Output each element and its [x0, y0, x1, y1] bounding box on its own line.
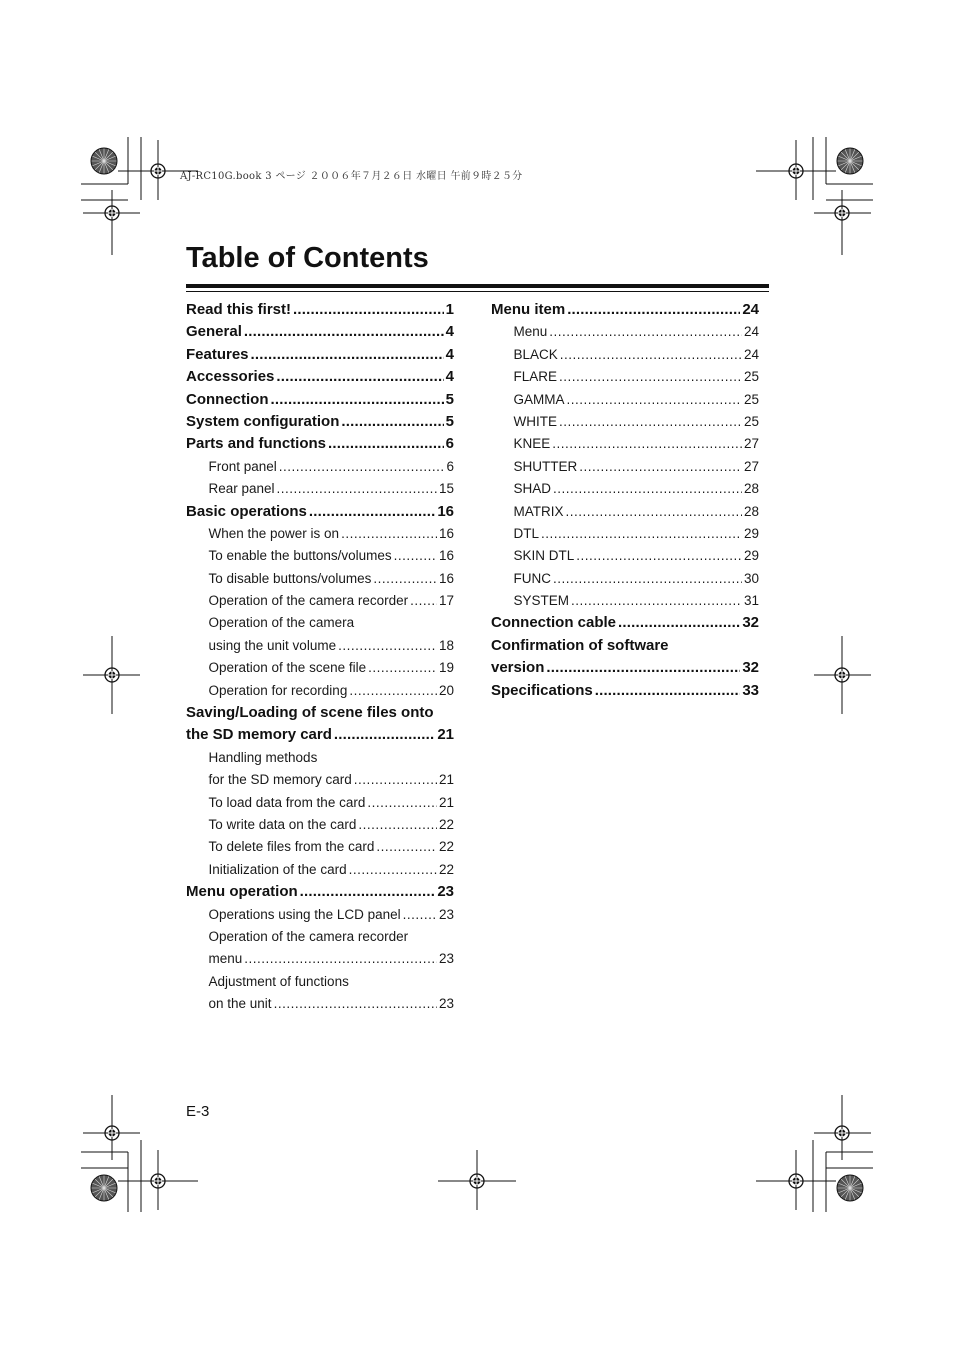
- toc-entry-title: To delete files from the card: [208, 839, 375, 855]
- toc-page-number: 25: [743, 369, 759, 385]
- toc-page-number: 24: [743, 324, 759, 340]
- toc-entry-title: FLARE: [513, 369, 558, 385]
- toc-entry-title: Handling methods: [208, 749, 318, 765]
- toc-page-number: 6: [446, 458, 454, 474]
- toc-entry-title: for the SD memory card: [208, 772, 352, 788]
- toc-entry-title: Menu: [513, 324, 548, 340]
- toc-page-number: 29: [743, 525, 759, 541]
- toc-entry-title: When the power is on: [208, 525, 340, 541]
- toc-page-number: 21: [437, 726, 454, 744]
- toc-page-number: 16: [438, 548, 454, 564]
- toc-page-number: 33: [742, 681, 759, 699]
- toc-entry-title: DTL: [513, 525, 540, 541]
- toc-page-number: 23: [437, 883, 454, 901]
- toc-entry-title: Confirmation of software: [491, 636, 669, 654]
- toc-page-number: 17: [438, 593, 454, 609]
- toc-entry-title: menu: [208, 951, 243, 967]
- toc-entry-title: To disable buttons/volumes: [208, 570, 372, 586]
- toc-page-number: 22: [438, 816, 454, 832]
- toc-entry-title: SYSTEM: [513, 593, 570, 609]
- page-number: E-3: [186, 1103, 210, 1120]
- toc-page-number: 6: [445, 435, 454, 453]
- toc-page-number: 25: [743, 413, 759, 429]
- toc-entry-title: FUNC: [513, 570, 551, 586]
- toc-entry-title: Adjustment of functions: [208, 973, 349, 989]
- toc-entry-title: Features: [186, 345, 249, 363]
- toc-entry-title: Operation of the scene file: [208, 660, 367, 676]
- toc-entry-title: Connection cable: [491, 614, 617, 632]
- toc-entry-title: System configuration: [186, 412, 340, 430]
- toc-page-number: 22: [438, 861, 454, 877]
- toc-entry-title: Saving/Loading of scene files onto: [186, 704, 434, 722]
- toc-entry-title: To write data on the card: [208, 816, 357, 832]
- toc-page-number: 29: [743, 548, 759, 564]
- toc-page-number: 32: [742, 614, 759, 632]
- toc-entry-title: SHAD: [513, 481, 552, 497]
- toc-entry-title: SHUTTER: [513, 458, 578, 474]
- toc-entry-title: BLACK: [513, 346, 558, 362]
- toc-entry-title: Connection: [186, 390, 269, 408]
- toc-entry-title: Operation for recording: [208, 682, 348, 698]
- toc-page-number: 27: [743, 436, 759, 452]
- toc-entry-title: General: [186, 323, 242, 341]
- toc-page-number: 31: [743, 593, 759, 609]
- toc-page-number: 4: [445, 323, 454, 341]
- toc-entry-title: on the unit: [208, 996, 272, 1012]
- toc-page-number: 28: [743, 481, 759, 497]
- toc-entry-title: To enable the buttons/volumes: [208, 548, 392, 564]
- toc-page-number: 18: [438, 637, 454, 653]
- toc-page-number: 4: [445, 345, 454, 363]
- toc-page-number: 23: [438, 996, 454, 1012]
- toc-entry-title: Initialization of the card: [208, 861, 347, 877]
- toc-page-number: 22: [438, 839, 454, 855]
- toc-entry-title: Operation of the camera recorder: [208, 928, 409, 944]
- toc-entry-title: Menu item: [491, 301, 566, 318]
- page-title: Table of Contents: [186, 242, 429, 274]
- toc-page-number: 5: [445, 390, 454, 408]
- toc-page-number: 27: [743, 458, 759, 474]
- toc-page-number: 24: [742, 301, 759, 318]
- toc-entry-title: KNEE: [513, 436, 551, 452]
- toc-page-number: 23: [438, 951, 454, 967]
- toc-entry-title: Front panel: [208, 458, 277, 474]
- toc-page-number: 21: [438, 794, 454, 810]
- toc-page-number: 28: [743, 503, 759, 519]
- toc-entry-title: using the unit volume: [208, 637, 337, 653]
- toc-entry-title: version: [491, 659, 545, 677]
- toc-page-number: 19: [438, 660, 454, 676]
- toc-entry-title: the SD memory card: [186, 726, 332, 744]
- toc-entry-title: Operation of the camera recorder: [208, 593, 409, 609]
- toc-entry-title: Parts and functions: [186, 435, 327, 453]
- toc-page-number: 1: [445, 301, 454, 318]
- toc-entry-title: Operation of the camera: [208, 615, 355, 631]
- toc-entry-title: Basic operations: [186, 502, 307, 520]
- toc-page-number: 21: [438, 772, 454, 788]
- toc-entry-title: Operations using the LCD panel: [208, 906, 401, 922]
- toc-page-number: 5: [445, 412, 454, 430]
- toc-page-number: 16: [438, 525, 454, 541]
- toc-entry-title: Rear panel: [208, 481, 275, 497]
- toc-page-number: 15: [438, 481, 454, 497]
- toc-entry-title: SKIN DTL: [513, 548, 575, 564]
- toc-entry-title: Read this first!: [186, 301, 292, 318]
- toc-entry-title: MATRIX: [513, 503, 564, 519]
- toc-page-number: 16: [437, 502, 454, 520]
- toc-entry-title: Specifications: [491, 681, 593, 699]
- toc-page-number: 4: [445, 368, 454, 386]
- toc-entry-title: Menu operation: [186, 883, 298, 901]
- toc-page-number: 25: [743, 391, 759, 407]
- toc-entry-title: GAMMA: [513, 391, 565, 407]
- print-file-info: AJ-RC10G.book 3 ページ ２００６年７月２６日 水曜日 午前９時２５分: [180, 171, 523, 182]
- toc-page-number: 32: [742, 659, 759, 677]
- toc-entry-title: To load data from the card: [208, 794, 366, 810]
- toc-page-number: 20: [438, 682, 454, 698]
- toc-page-number: 23: [438, 906, 454, 922]
- toc-page-number: 24: [743, 346, 759, 362]
- toc-page-number: 16: [438, 570, 454, 586]
- toc-entry-title: WHITE: [513, 413, 557, 429]
- toc-entry-title: Accessories: [186, 368, 275, 386]
- toc-page-number: 30: [743, 570, 759, 586]
